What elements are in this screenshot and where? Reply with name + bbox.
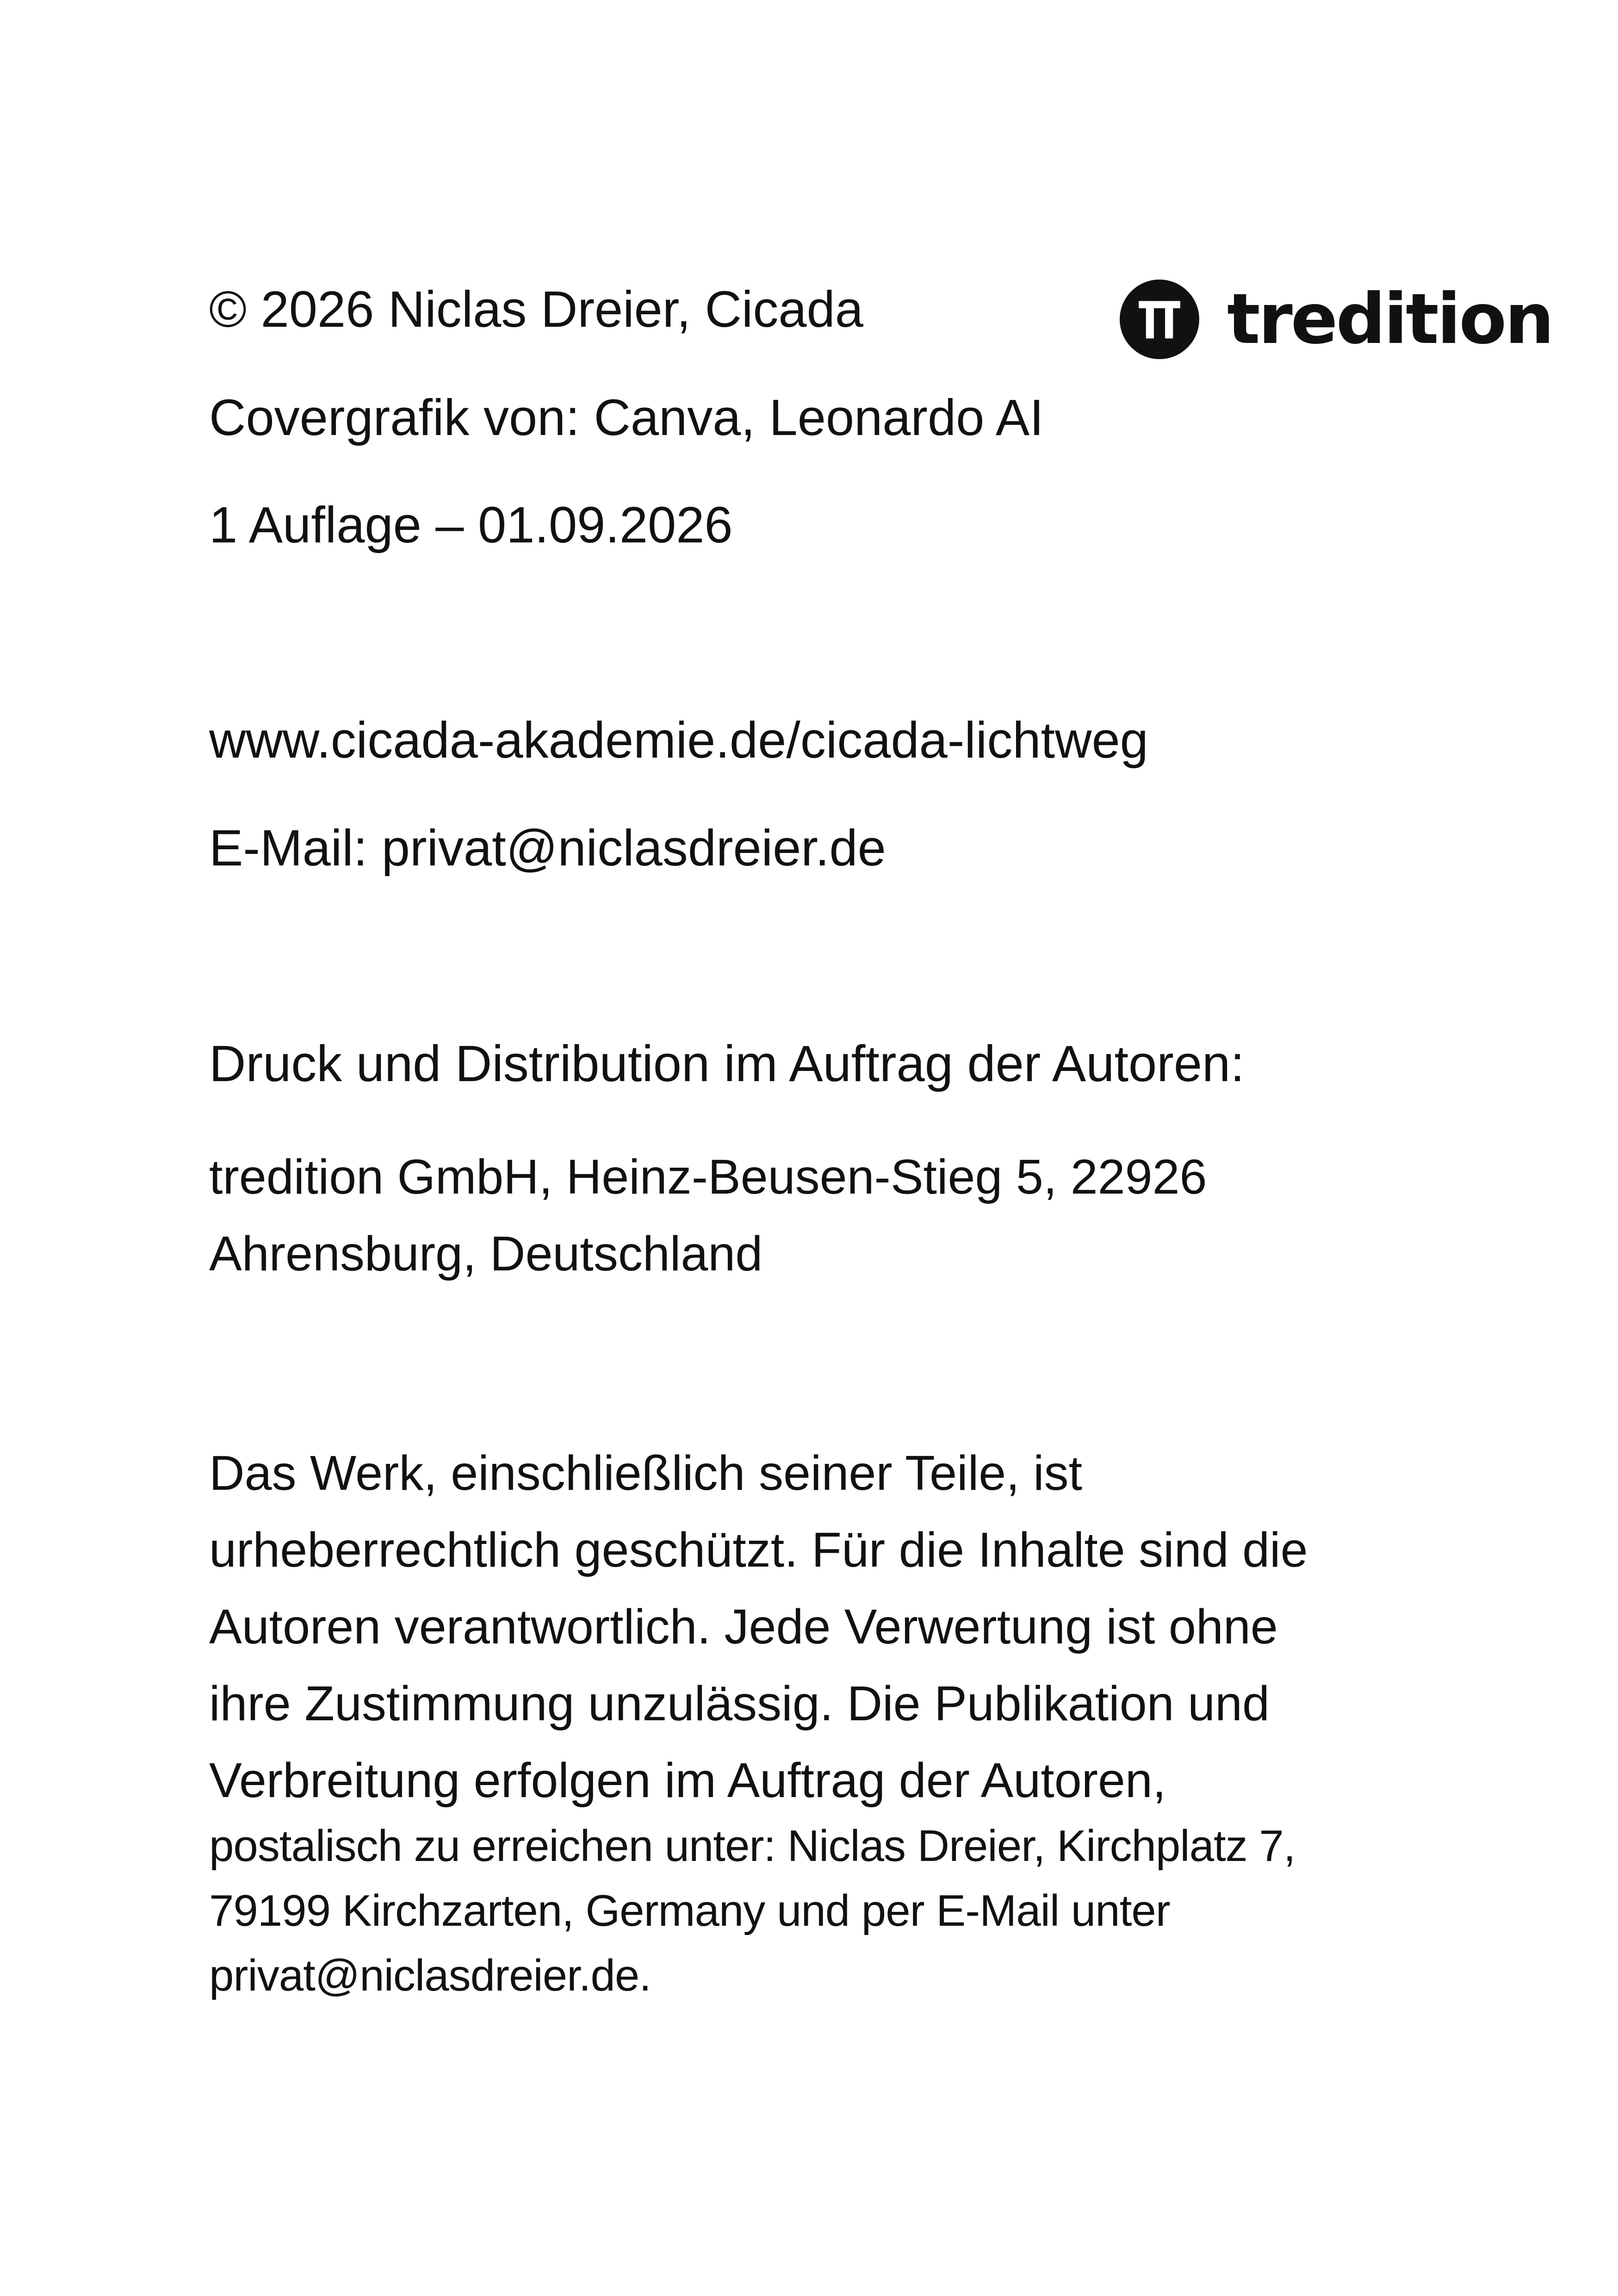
logo-wordmark: tredition — [1227, 279, 1553, 360]
print-distribution-line: Druck und Distribution im Auftrag der Autoren: — [209, 1035, 1245, 1092]
contact-line: 79199 Kirchzarten, Germany und per E-Mail unter — [209, 1886, 1170, 1935]
cover-credit-line: Covergrafik von: Canva, Leonardo AI — [209, 389, 1044, 446]
address-line: Ahrensburg, Deutschland — [209, 1226, 763, 1281]
tredition-logo-icon — [1120, 280, 1199, 359]
publisher-address — [209, 1139, 1207, 1292]
rights-line: ihre Zustimmung unzulässig. Die Publikation und — [209, 1676, 1270, 1731]
contact-paragraph — [209, 1814, 1295, 2008]
rights-paragraph — [209, 1435, 1308, 1819]
contact-line: postalisch zu erreichen unter: Niclas Dreier, Kirchplatz 7, — [209, 1821, 1296, 1871]
rights-line: Verbreitung erfolgen im Auftrag der Autoren, — [209, 1753, 1166, 1808]
tredition-logo — [1120, 278, 1552, 361]
rights-line: Autoren verantwortlich. Jede Verwertung ist ohne — [209, 1599, 1278, 1654]
rights-line: Das Werk, einschließlich seiner Teile, ist — [209, 1446, 1083, 1500]
address-line: tredition GmbH, Heinz-Beusen-Stieg 5, 22926 — [209, 1150, 1207, 1204]
website-line: www.cicada-akademie.de/cicada-lichtweg — [209, 712, 1148, 769]
copyright-line: © 2026 Niclas Dreier, Cicada — [209, 281, 863, 338]
edition-line: 1 Auflage – 01.09.2026 — [209, 497, 733, 554]
rights-line: urheberrechtlich geschützt. Für die Inhalte sind die — [209, 1523, 1308, 1577]
contact-line: privat@niclasdreier.de. — [209, 1951, 651, 2000]
email-line: E-Mail: privat@niclasdreier.de — [209, 820, 886, 877]
